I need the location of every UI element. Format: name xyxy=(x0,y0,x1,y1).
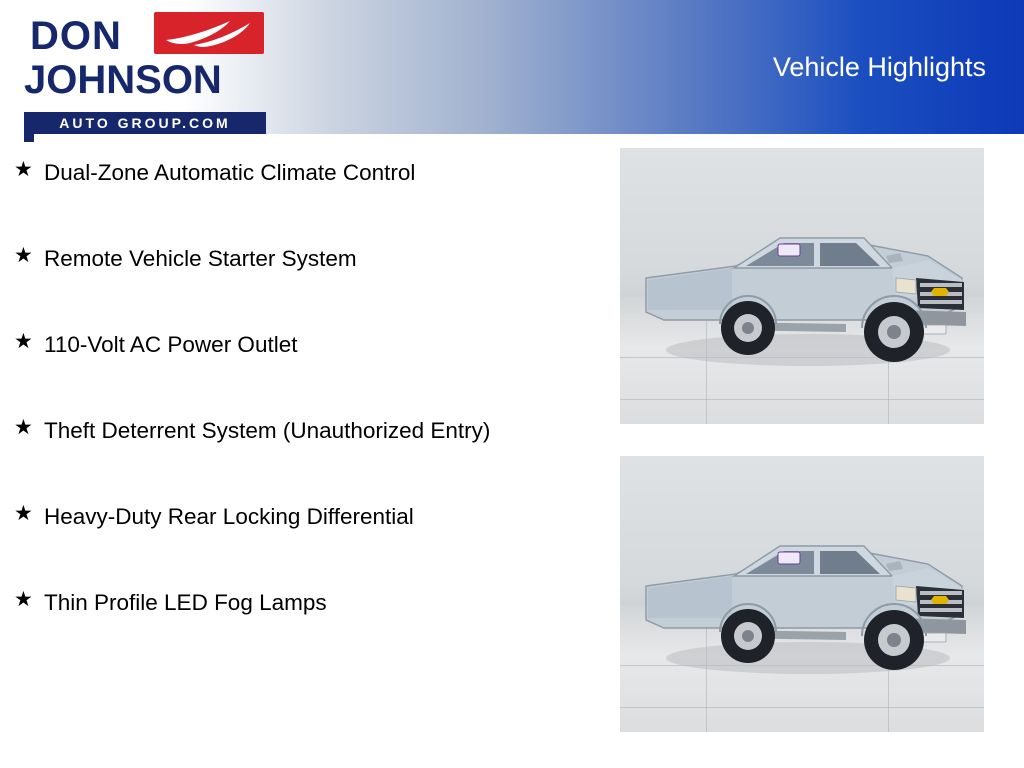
star-bullet-icon: ★ xyxy=(14,158,33,181)
list-item xyxy=(0,500,600,534)
vehicle-photo-front-three-quarter-1[interactable] xyxy=(620,148,984,424)
logo-text-don: DON xyxy=(30,14,122,58)
dealer-logo xyxy=(14,8,266,131)
vehicle-photo-front-three-quarter-2[interactable] xyxy=(620,456,984,732)
vehicle-photo-gallery xyxy=(620,148,988,764)
highlight-label: Thin Profile LED Fog Lamps xyxy=(44,590,327,615)
swoosh-bird-icon xyxy=(164,18,254,48)
star-bullet-icon: ★ xyxy=(14,416,33,439)
list-item xyxy=(0,414,600,448)
logo-tagline: AUTO GROUP.COM xyxy=(24,112,266,134)
star-bullet-icon: ★ xyxy=(14,588,33,611)
floor-line xyxy=(620,399,984,400)
star-bullet-icon: ★ xyxy=(14,330,33,353)
list-item xyxy=(0,242,600,276)
page-title: Vehicle Highlights xyxy=(772,52,986,82)
star-bullet-icon: ★ xyxy=(14,502,33,525)
star-bullet-icon: ★ xyxy=(14,244,33,267)
page-content xyxy=(0,134,1024,768)
list-item xyxy=(0,156,600,190)
logo-text-johnson: JOHNSON xyxy=(24,58,222,102)
highlight-label: Dual-Zone Automatic Climate Control xyxy=(44,160,416,185)
highlight-label: Remote Vehicle Starter System xyxy=(44,246,357,271)
truck-illustration xyxy=(628,182,976,382)
highlight-label: Heavy-Duty Rear Locking Differential xyxy=(44,504,414,529)
highlight-label: Theft Deterrent System (Unauthorized Entry) xyxy=(44,418,491,443)
floor-line xyxy=(620,707,984,708)
page-header xyxy=(0,0,1024,134)
list-item xyxy=(0,586,600,620)
list-item xyxy=(0,328,600,362)
highlight-label: 110-Volt AC Power Outlet xyxy=(44,332,298,357)
logo-swoosh-mark xyxy=(154,12,264,54)
highlights-list xyxy=(0,134,600,620)
truck-illustration xyxy=(628,490,976,690)
